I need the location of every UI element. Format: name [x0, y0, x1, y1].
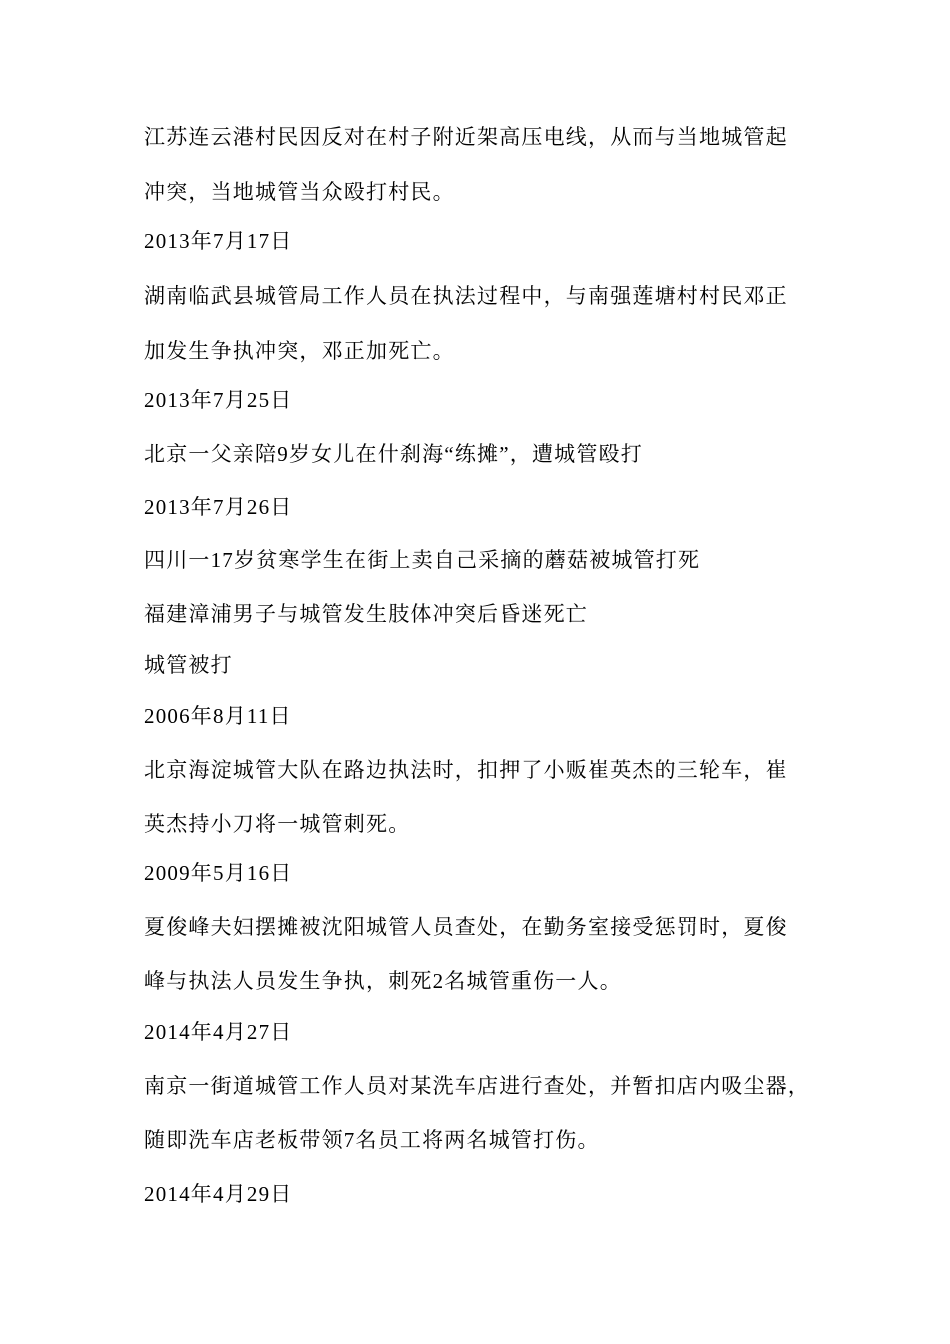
paragraph-line: 四川一17岁贫寒学生在街上卖自己采摘的蘑菇被城管打死 — [144, 548, 701, 572]
date-line: 2014年4月29日 — [144, 1182, 293, 1206]
paragraph-line: 随即洗车店老板带领7名员工将两名城管打伤。 — [144, 1128, 600, 1152]
paragraph-line: 加发生争执冲突，邓正加死亡。 — [144, 339, 455, 363]
paragraph-line: 英杰持小刀将一城管刺死。 — [144, 812, 411, 836]
paragraph-line: 北京海淀城管大队在路边执法时，扣押了小贩崔英杰的三轮车，崔 — [144, 758, 788, 782]
date-line: 2014年4月27日 — [144, 1020, 293, 1044]
date-line: 2006年8月11日 — [144, 704, 292, 728]
date-line: 2013年7月26日 — [144, 495, 293, 519]
paragraph-line: 北京一父亲陪9岁女儿在什刹海“练摊”，遭城管殴打 — [144, 442, 643, 466]
date-line: 2013年7月25日 — [144, 388, 293, 412]
paragraph-line: 南京一街道城管工作人员对某洗车店进行查处，并暂扣店内吸尘器， — [144, 1074, 810, 1098]
paragraph-line: 江苏连云港村民因反对在村子附近架高压电线，从而与当地城管起 — [144, 125, 788, 149]
paragraph-line: 夏俊峰夫妇摆摊被沈阳城管人员查处，在勤务室接受惩罚时，夏俊 — [144, 915, 788, 939]
paragraph-line: 福建漳浦男子与城管发生肢体冲突后昏迷死亡 — [144, 602, 588, 626]
date-line: 2013年7月17日 — [144, 229, 293, 253]
paragraph-line: 冲突，当地城管当众殴打村民。 — [144, 180, 455, 204]
paragraph-line: 峰与执法人员发生争执，刺死2名城管重伤一人。 — [144, 969, 622, 993]
date-line: 2009年5月16日 — [144, 861, 293, 885]
paragraph-line: 湖南临武县城管局工作人员在执法过程中，与南强莲塘村村民邓正 — [144, 284, 788, 308]
section-heading: 城管被打 — [144, 653, 233, 677]
